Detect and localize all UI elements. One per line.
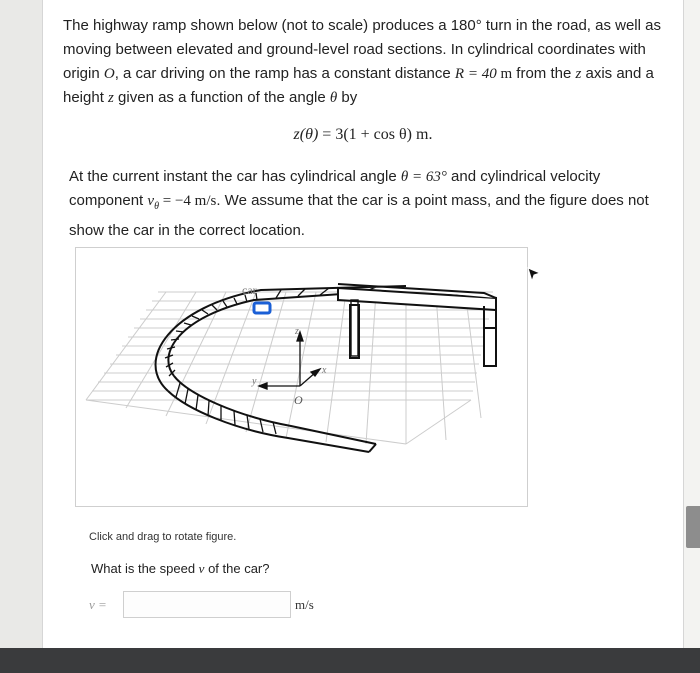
problem-current-state: At the current instant the car has cylindrical angle θ = 63° and cylindrical velocity component $v_\theta = -4$ m/s. We assume that the car is a point mass, and the figure does not show the car in the correct location. <box>69 168 649 239</box>
answer-label: v = <box>89 597 107 612</box>
problem-card <box>42 0 684 648</box>
left-margin <box>0 0 42 648</box>
answer-units: m/s <box>295 597 314 612</box>
side-panel-tab[interactable] <box>686 506 700 548</box>
speed-question: What is the speed v of the car? <box>91 561 270 576</box>
bottom-bar <box>0 648 700 673</box>
height-equation: z(θ) = 3(1 + cos θ) m. <box>293 126 433 143</box>
car-marker <box>254 303 270 313</box>
z-axis-label: z <box>295 326 299 337</box>
rotate-hint: Click and drag to rotate figure. <box>89 531 237 543</box>
ramp-figure[interactable] <box>75 247 528 507</box>
car-label: car <box>242 283 257 297</box>
ramp-figure-canvas[interactable] <box>76 248 527 506</box>
problem-intro: The highway ramp shown below (not to scale) produces a 180° turn in the road, as well as moving between elevated and ground-level road sections. In cylindrical coordinates with origin O, a car driving on the ramp has a constant distance R = 40 m from the z axis and a height z given as a function of the angle θ by <box>63 17 661 106</box>
x-axis-label: x <box>322 365 327 376</box>
speed-answer-input[interactable] <box>123 591 291 618</box>
y-axis-label: y <box>252 376 257 387</box>
origin-label: O <box>294 393 303 407</box>
mouse-cursor-icon <box>527 267 541 283</box>
